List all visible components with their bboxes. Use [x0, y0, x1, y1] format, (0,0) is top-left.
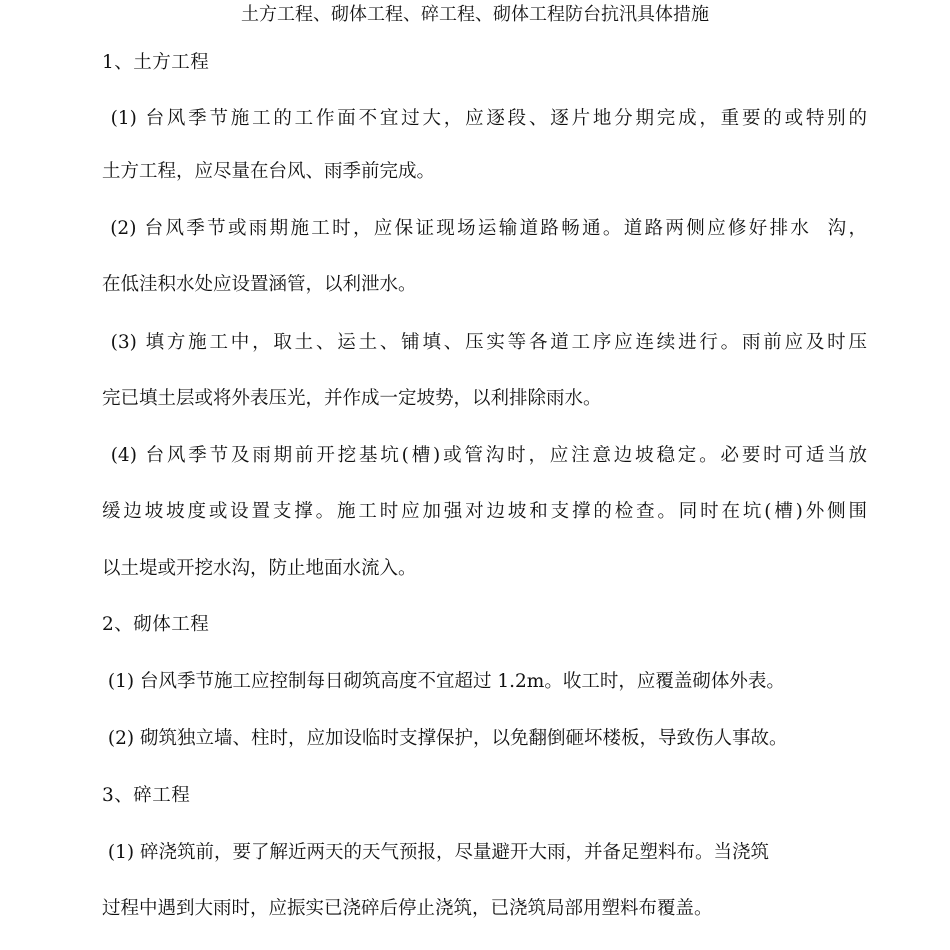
- paragraph-line: (1) 碎浇筑前，要了解近两天的天气预报，尽量避开大雨，并备足塑料布。当浇筑: [102, 842, 769, 863]
- document-title: 土方工程、砌体工程、碎工程、砌体工程防台抗汛具体措施: [241, 4, 709, 25]
- section-heading-earthwork: 1、土方工程: [102, 52, 210, 73]
- paragraph-line: 完已填土层或将外表压光，并作成一定坡势，以利排除雨水。: [102, 388, 602, 409]
- paragraph-line: (1) 台风季节施工应控制每日砌筑高度不宜超过 1.2m。收工时，应覆盖砌体外表。: [102, 671, 785, 692]
- section-heading-masonry: 2、砌体工程: [102, 614, 210, 635]
- paragraph-line: (4) 台风季节及雨期前开挖基坑(槽)或管沟时，应注意边坡稳定。必要时可适当放: [102, 445, 867, 466]
- section-heading-concrete: 3、碎工程: [102, 785, 191, 806]
- paragraph-line: (3) 填方施工中，取土、运土、铺填、压实等各道工序应连续进行。雨前应及时压: [102, 332, 867, 353]
- paragraph-line: (1) 台风季节施工的工作面不宜过大，应逐段、逐片地分期完成，重要的或特别的: [102, 108, 867, 129]
- paragraph-line: 以土堤或开挖水沟，防止地面水流入。: [102, 558, 417, 579]
- paragraph-line: 过程中遇到大雨时，应振实已浇碎后停止浇筑，已浇筑局部用塑料布覆盖。: [102, 898, 713, 919]
- paragraph-line: 在低洼积水处应设置涵管，以利泄水。: [102, 274, 417, 295]
- paragraph-line: (2) 砌筑独立墙、柱时，应加设临时支撑保护，以免翻倒砸坏楼板，导致伤人事故。: [102, 728, 788, 749]
- paragraph-line: 缓边坡坡度或设置支撑。施工时应加强对边坡和支撑的检查。同时在坑(槽)外侧围: [102, 501, 867, 522]
- paragraph-line: (2) 台风季节或雨期施工时，应保证现场运输道路畅通。道路两侧应修好排水 沟，: [102, 218, 867, 239]
- paragraph-line: 土方工程，应尽量在台风、雨季前完成。: [102, 161, 436, 182]
